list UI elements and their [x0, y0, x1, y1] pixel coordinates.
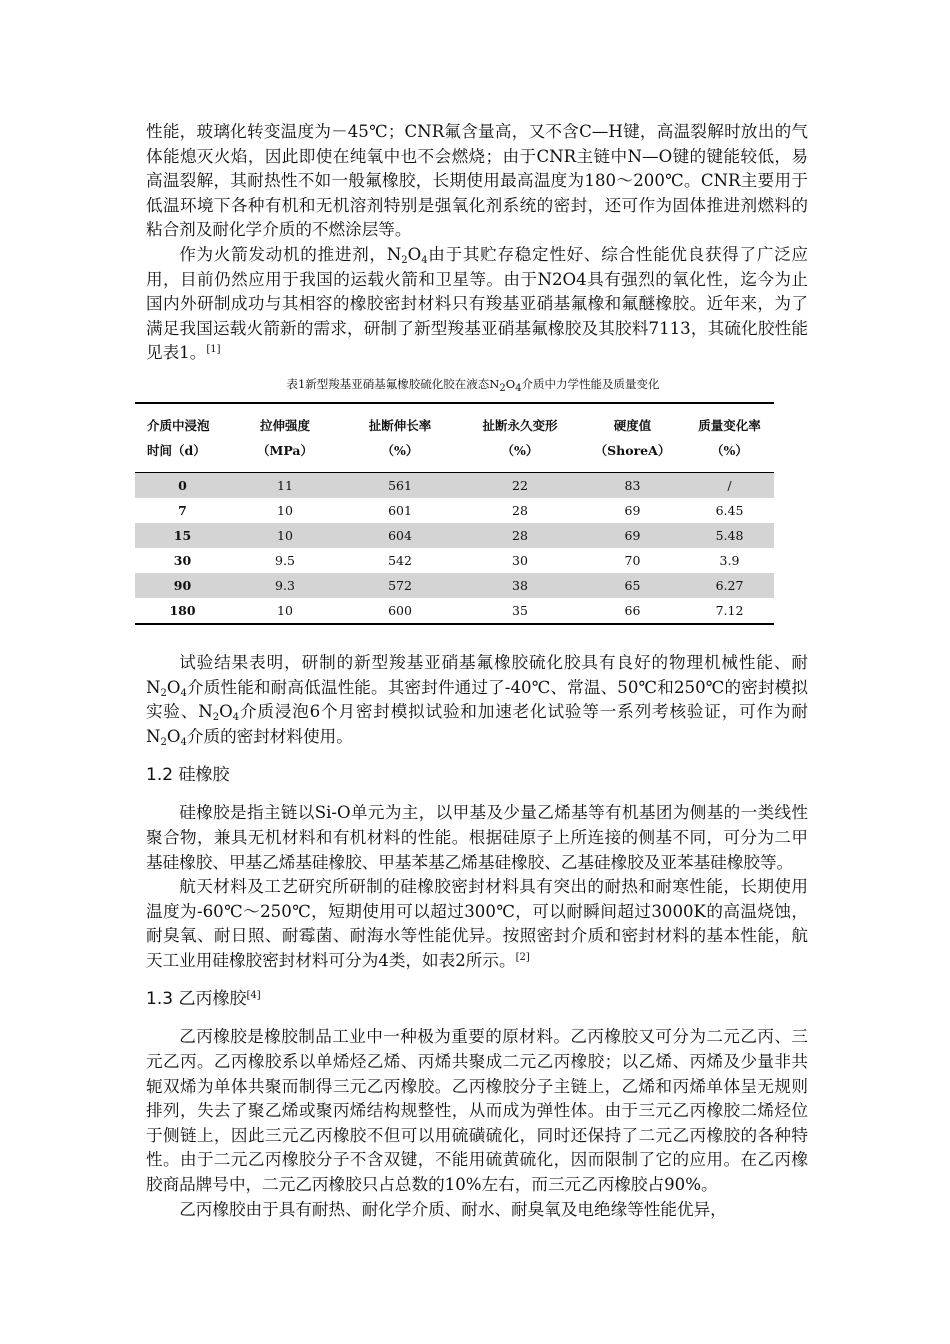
table-cell: 7: [178, 502, 187, 518]
header-mass-change: 质量变化率 （%）: [685, 403, 774, 473]
table-cell: 542: [388, 552, 412, 568]
table-cell: 28: [512, 502, 528, 518]
table-cell: 6.27: [685, 573, 774, 598]
table-cell: 5.48: [685, 523, 774, 548]
citation-2: [2]: [515, 951, 530, 963]
paragraph-cnr-properties: 性能，玻璃化转变温度为－45℃；CNR氟含量高，又不含C—H键，高温裂解时放出的气体能熄灭火焰，因此即使在纯氧中也不会燃烧；由于CNR主链中N—O键的键能较低，易高温裂解，其耐热性不如一般氟橡胶，长期使用最高温度为180～200℃。CNR主要用于低温环境下各种有机和无机溶剂特别是强氧化剂系统的密封，还可作为固体推进剂燃料的粘合剂及耐化学介质的不燃涂层等。: [146, 122, 808, 240]
table-cell: 6.45: [715, 502, 744, 518]
header-hardness: 硬度值 （ShoreA）: [580, 403, 685, 473]
table-cell: 35: [460, 598, 580, 624]
table-cell: 604: [340, 523, 460, 548]
header-permanent-set: 扯断永久变形 （%）: [460, 403, 580, 473]
table-header-row: [135, 403, 774, 473]
table-cell: 3.9: [719, 552, 740, 568]
table-cell: 601: [388, 502, 412, 518]
table-cell: 10: [230, 598, 340, 624]
table-cell: 28: [460, 523, 580, 548]
table-cell: 600: [340, 598, 460, 624]
paragraph-silicone-definition: 硅橡胶是指主链以Si-O单元为主，以甲基及少量乙烯基等有机基团为侧基的一类线性聚合物，兼具无机材料和有机材料的性能。根据硅原子上所连接的侧基不同，可分为二甲基硅橡胶、甲基乙烯基硅橡胶、甲基苯基乙烯基硅橡胶、乙基硅橡胶及亚苯基硅橡胶等。: [146, 803, 808, 872]
table-row: [135, 472, 774, 498]
citation-4: [4]: [246, 990, 261, 1002]
table-cell: 66: [580, 598, 685, 624]
table-row: [135, 498, 774, 523]
table-cell: 30: [512, 552, 528, 568]
table-cell: 90: [135, 573, 230, 598]
table-cell: /: [685, 472, 774, 498]
citation-1: [1]: [206, 344, 221, 356]
table-cell: 11: [230, 472, 340, 498]
document-page: [146, 120, 808, 1222]
table-cell: 572: [340, 573, 460, 598]
table-cell: 180: [135, 598, 230, 624]
table-cell: 69: [624, 502, 641, 518]
header-tensile-strength: 拉伸强度 （MPa）: [230, 403, 340, 473]
section-heading-silicone-rubber: 1.2 硅橡胶: [146, 765, 230, 786]
paragraph-n2o4-propellant: 作为火箭发动机的推进剂，$N_2O_4$由于其贮存稳定性好、综合性能优良获得了广泛应用，目前仍然应用于我国的运载火箭和卫星等。由于N2O4具有强烈的氧化性，迄今为止国内外研制成功与其相容的橡胶密封材料只有羧基亚硝基氟橡和氟醚橡胶。近年来，为了满足我国运载火箭新的需求，研制了新型羧基亚硝基氟橡胶及其胶料7113，其硫化胶性能见表1。[1]: [146, 244, 808, 363]
paragraph-epdm-properties: 乙丙橡胶由于具有耐热、耐化学介质、耐水、耐臭氧及电绝缘等性能优异，: [179, 1199, 727, 1219]
table-cell: 9.5: [275, 552, 295, 568]
header-elongation: 扯断伸长率 （%）: [340, 403, 460, 473]
paragraph-test-results: 试验结果表明，研制的新型羧基亚硝基氟橡胶硫化胶具有良好的物理机械性能、耐$N_2O_4$介质性能和耐高低温性能。其密封件通过了-40℃、常温、50℃和250℃的密封模拟实验、$N_2O_4$介质浸泡6个月密封模拟试验和加速老化试验等一系列考核验证，可作为耐$N_2O_4$介质的密封材料使用。: [146, 652, 808, 748]
table-cell: 69: [580, 523, 685, 548]
table-row: [135, 598, 774, 624]
table-row: [135, 573, 774, 598]
table-1-caption: 表1新型羧基亚硝基氟橡胶硫化胶在液态$N_2O_4$介质中力学性能及质量变化: [286, 376, 660, 394]
table-cell: 15: [135, 523, 230, 548]
table-cell: 65: [580, 573, 685, 598]
table-cell: 70: [624, 552, 641, 568]
table-cell: 9.3: [230, 573, 340, 598]
table-cell: 38: [460, 573, 580, 598]
table-cell: 10: [277, 502, 293, 518]
paragraph-silicone-sealing: 航天材料及工艺研究所研制的硅橡胶密封材料具有突出的耐热和耐寒性能，长期使用温度为-60℃～250℃，短期使用可以超过300℃，可以耐瞬间超过3000K的高温烧蚀，耐臭氧、耐日照、耐霉菌、耐海水等性能优异。按照密封介质和密封材料的基本性能，航天工业用硅橡胶密封材料可分为4类，如表2所示。[2]: [146, 877, 808, 970]
table-cell: 561: [340, 472, 460, 498]
section-heading-epdm: 1.3 乙丙橡胶[4]: [146, 989, 261, 1010]
table-cell: 30: [173, 552, 192, 568]
table-row: [135, 523, 774, 548]
table-row: [135, 548, 774, 573]
paragraph-epdm-intro: 乙丙橡胶是橡胶制品工业中一种极为重要的原材料。乙丙橡胶又可分为二元乙丙、三元乙丙。乙丙橡胶系以单烯烃乙烯、丙烯共聚成二元乙丙橡胶；以乙烯、丙烯及少量非共轭双烯为单体共聚而制得三元乙丙橡胶。乙丙橡胶分子主链上，乙烯和丙烯单体呈无规则排列，失去了聚乙烯或聚丙烯结构规整性，从而成为弹性体。由于三元乙丙橡胶二烯烃位于侧链上，因此三元乙丙橡胶不但可以用硫磺硫化，同时还保持了二元乙丙橡胶的各种特性。由于二元乙丙橡胶分子不含双键，不能用硫黄硫化，因而限制了它的应用。在乙丙橡胶商品牌号中，二元乙丙橡胶只占总数的10%左右，而三元乙丙橡胶占90%。: [146, 1027, 808, 1195]
table-cell: 7.12: [685, 598, 774, 624]
table-cell: 10: [230, 523, 340, 548]
table-cell: 83: [580, 472, 685, 498]
table-cell: 0: [135, 472, 230, 498]
header-immersion-time: 介质中浸泡 时间（d）: [135, 403, 230, 473]
table-cell: 22: [460, 472, 580, 498]
table-1: [135, 402, 774, 625]
